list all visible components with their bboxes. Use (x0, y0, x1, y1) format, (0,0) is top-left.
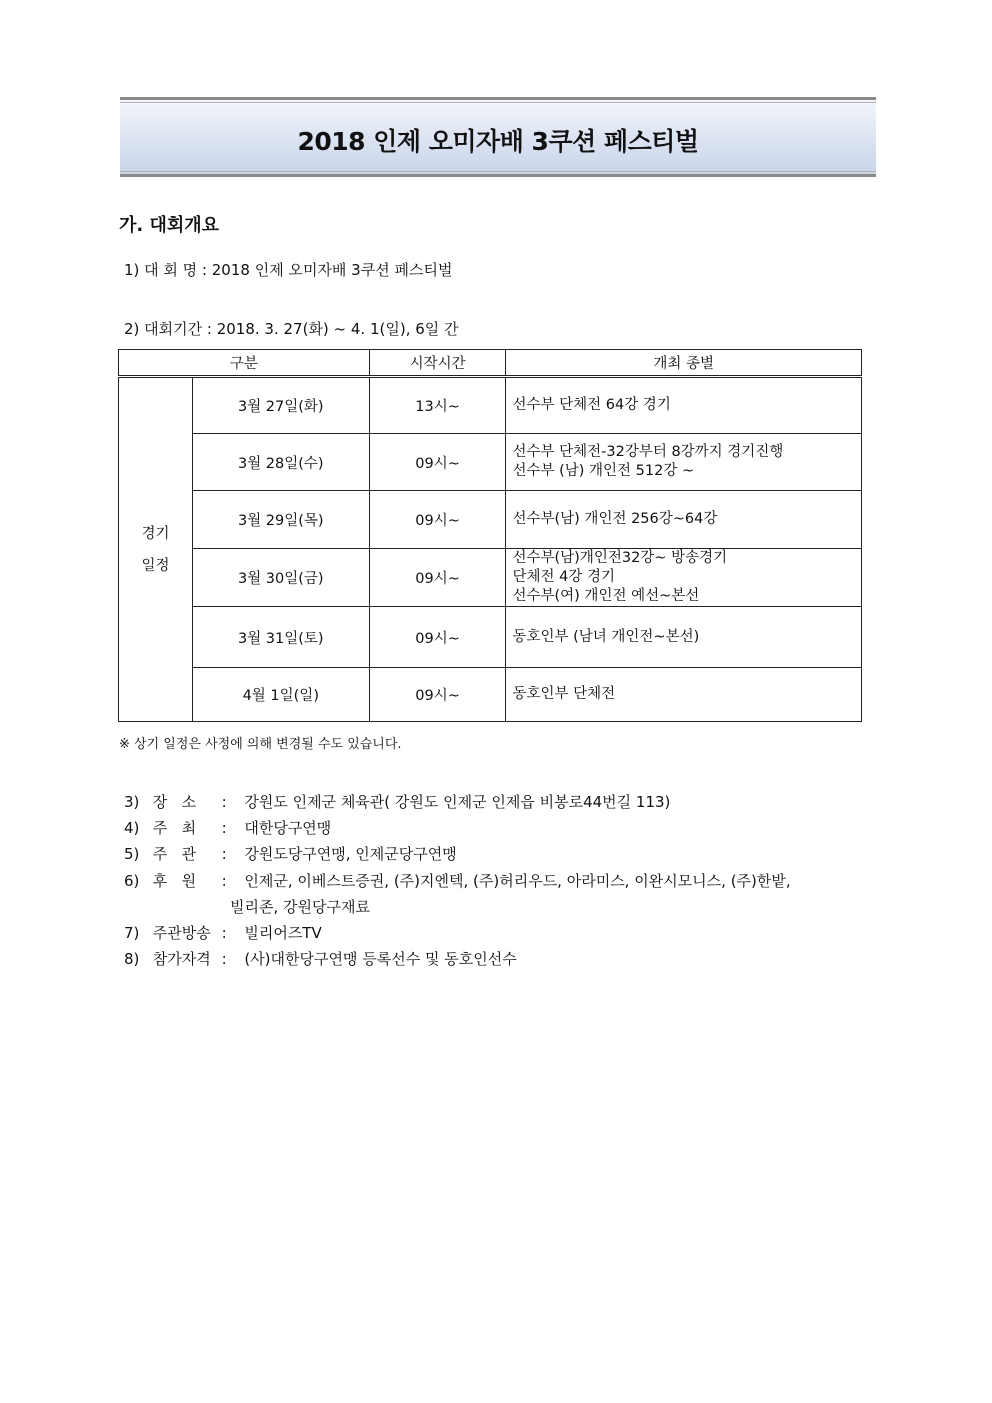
info-sponsor-continued: 빌리존, 강원당구재료 (230, 898, 370, 916)
row-time: 09시~ (369, 668, 506, 722)
row-date: 3월 31일(토) (192, 607, 369, 668)
info-organizer: 5) 주 관 : 강원도당구연맹, 인제군당구연맹 (124, 845, 457, 863)
row-time: 09시~ (369, 491, 506, 549)
info-broadcast: 7) 주관방송 : 빌리어즈TV (124, 924, 322, 942)
row-events (506, 668, 862, 722)
row-time: 09시~ (369, 434, 506, 491)
event-line: 선수부(여) 개인전 예선~본선 (512, 588, 700, 604)
item-event-name-value: 2018 인제 오미자배 3쿠션 페스티벌 (211, 261, 453, 279)
row-events (506, 607, 862, 668)
table-row (119, 549, 862, 607)
item-event-period-label: 2) 대회기간 : (124, 320, 217, 338)
info-value: 강원도당구연맹, 인제군당구연맹 (244, 845, 457, 863)
event-line: 선수부(남)개인전32강~ 방송경기 (512, 550, 728, 566)
info-eligibility: 8) 참가자격 : (사)대한당구연맹 등록선수 및 동호인선수 (124, 950, 517, 968)
row-time: 13시~ (369, 377, 506, 434)
info-value: 강원도 인제군 체육관( 강원도 인제군 인제읍 비봉로44번길 113) (244, 793, 671, 811)
item-event-period-value: 2018. 3. 27(화) ~ 4. 1(일), 6일 간 (216, 320, 459, 338)
table-row (119, 491, 862, 549)
table-row (119, 607, 862, 668)
group-label-line1: 경기 (141, 525, 170, 542)
row-events (506, 434, 862, 491)
event-line: 선수부 단체전 64강 경기 (512, 397, 671, 413)
table-header-row (119, 350, 862, 377)
info-num: 7) (124, 924, 140, 942)
row-date: 4월 1일(일) (192, 668, 369, 722)
header-start-time: 시작시간 (369, 350, 506, 377)
info-key: 주 최 (152, 819, 197, 837)
info-key: 후 원 (152, 872, 197, 890)
info-num: 4) (124, 819, 140, 837)
info-num: 5) (124, 845, 140, 863)
table-row (119, 377, 862, 434)
schedule-table (118, 349, 862, 722)
row-events (506, 549, 862, 607)
document-title: 2018 인제 오미자배 3쿠션 페스티벌 (297, 127, 699, 156)
item-event-name-label: 1) 대 회 명 : (124, 261, 212, 279)
event-line: 선수부 단체전-32강부터 8강까지 경기진행 (512, 444, 784, 460)
row-time: 09시~ (369, 607, 506, 668)
table-row (119, 434, 862, 491)
item-event-period (124, 318, 459, 339)
info-num: 6) (124, 872, 140, 890)
row-date: 3월 29일(목) (192, 491, 369, 549)
info-host: 4) 주 최 : 대한당구연맹 (124, 819, 332, 837)
info-key: 장 소 (152, 793, 197, 811)
group-label-line2: 일정 (141, 557, 170, 574)
row-date: 3월 30일(금) (192, 549, 369, 607)
row-events (506, 377, 862, 434)
row-time: 09시~ (369, 549, 506, 607)
event-line: 선수부(남) 개인전 256강~64강 (512, 511, 718, 527)
group-label (119, 377, 193, 722)
info-venue: 3) 장 소 : 강원도 인제군 체육관( 강원도 인제군 인제읍 비봉로44번길 113) (124, 793, 671, 811)
row-date: 3월 28일(수) (192, 434, 369, 491)
title-banner (120, 97, 876, 177)
item-event-name (124, 259, 452, 280)
info-value: 빌리어즈TV (244, 924, 322, 942)
info-num: 3) (124, 793, 140, 811)
info-sponsor: 6) 후 원 : 인제군, 이베스트증권, (주)지엔텍, (주)허리우드, 아라미스, 이완시모니스, (주)한밭, (124, 872, 791, 890)
row-events (506, 491, 862, 549)
event-line: 단체전 4강 경기 (512, 569, 615, 585)
info-num: 8) (124, 950, 140, 968)
header-category: 구분 (119, 350, 370, 377)
info-key: 주 관 (152, 845, 197, 863)
info-value: 인제군, 이베스트증권, (주)지엔텍, (주)허리우드, 아라미스, 이완시모니스, (주)한밭, (244, 872, 791, 890)
info-value: 대한당구연맹 (244, 819, 332, 837)
info-key: 참가자격 (152, 950, 211, 968)
event-line: 동호인부 (남녀 개인전~본선) (512, 628, 700, 645)
row-date: 3월 27일(화) (192, 377, 369, 434)
event-line: 동호인부 단체전 (512, 686, 616, 702)
info-key: 주관방송 (152, 924, 211, 942)
event-line: 선수부 (남) 개인전 512강 ~ (512, 463, 695, 479)
section-heading: 가. 대회개요 (119, 215, 220, 236)
schedule-note: ※ 상기 일정은 사정에 의해 변경될 수도 있습니다. (119, 737, 402, 752)
info-value: (사)대한당구연맹 등록선수 및 동호인선수 (244, 950, 517, 968)
table-row (119, 668, 862, 722)
header-events: 개최 종별 (506, 350, 862, 377)
